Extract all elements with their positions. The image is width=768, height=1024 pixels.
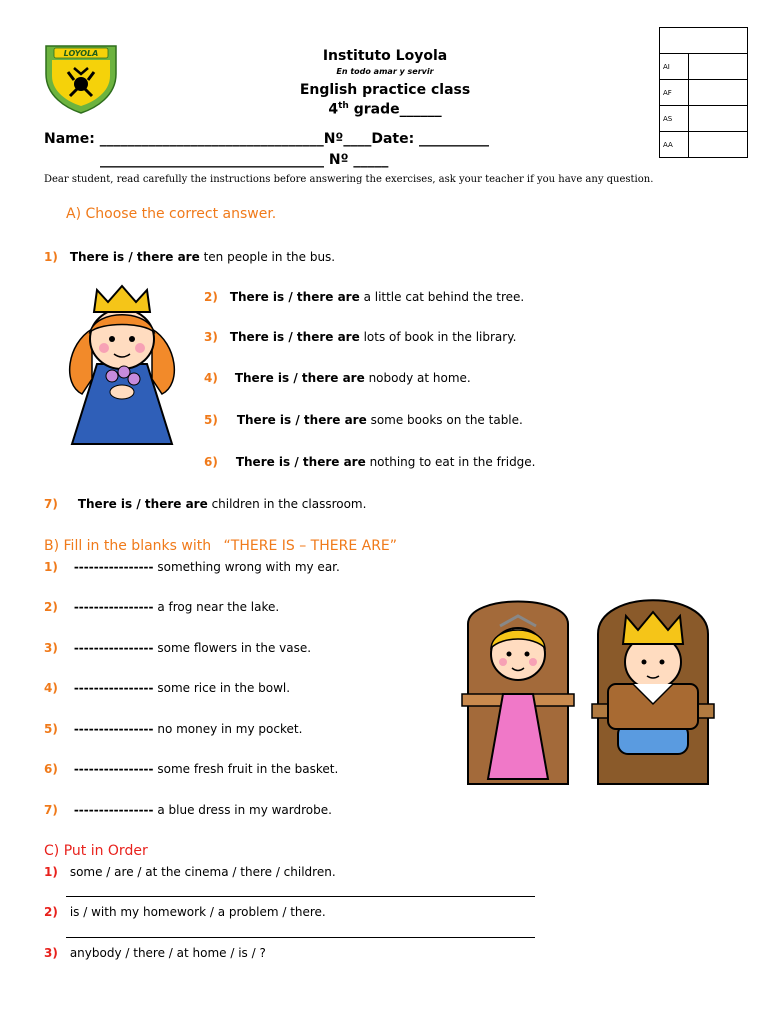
blank-field[interactable]: ---------------- [73,722,154,736]
item-text: something wrong with my ear. [157,560,340,574]
item-number: 3) [44,946,58,960]
section-a-item-5 [204,413,523,427]
item-number: 7) [44,497,58,511]
grade-line [250,101,520,118]
item-text: ten people in the bus. [203,250,336,264]
item-text: children in the classroom. [211,497,367,511]
blank-field[interactable]: ---------------- [73,600,154,614]
section-c-title: C) Put in Order [44,843,148,859]
grid-label-aa: AA [660,132,689,158]
choice-text[interactable]: There is / there are [234,371,365,385]
section-b-item-6 [44,762,338,776]
item-text: some flowers in the vase. [157,641,312,655]
section-b-item-2 [44,600,279,614]
grid-label-as: AS [660,106,689,132]
item-text: lots of book in the library. [363,330,517,344]
item-text: anybody / there / at home / is / ? [69,946,266,960]
section-b-item-5 [44,722,302,736]
section-b-item-4 [44,681,290,695]
item-text: a blue dress in my wardrobe. [157,803,332,817]
grid-cell[interactable] [689,80,748,106]
item-text: nobody at home. [368,371,471,385]
item-text: some fresh fruit in the basket. [157,762,339,776]
section-b-item-7 [44,803,332,817]
item-text: a little cat behind the tree. [363,290,525,304]
item-text: nothing to eat in the fridge. [369,455,536,469]
grade-suffix: th [338,101,349,111]
section-b-title-text: B) Fill in the blanks with [44,538,212,554]
section-a-title: A) Choose the correct answer. [66,206,277,222]
section-a-item-6 [204,455,536,469]
section-a-item-3 [204,330,516,344]
choice-text[interactable]: There is / there are [229,330,360,344]
item-number: 5) [44,722,58,736]
section-b-title [44,538,397,554]
blank-field[interactable]: ---------------- [73,762,154,776]
grid-cell[interactable] [689,106,748,132]
section-b-item-3 [44,641,311,655]
blank-field[interactable]: ---------------- [73,560,154,574]
item-number: 3) [204,330,218,344]
section-c-item-1 [44,865,336,879]
item-number: 4) [44,681,58,695]
grid-cell[interactable] [689,132,748,158]
section-a-item-7 [44,497,366,511]
item-text: a frog near the lake. [157,600,280,614]
name-date-row[interactable]: Name: ________________________________Nº____Date: __________ [44,131,490,147]
section-b-title-quote: “THERE IS – THERE ARE” [223,538,398,554]
item-text: some books on the table. [370,413,523,427]
item-text: no money in my pocket. [157,722,303,736]
item-number: 2) [44,905,58,919]
item-number: 1) [44,865,58,879]
name-row-2[interactable]: ________________________________ Nº _____ [100,152,389,168]
blank-field[interactable]: ---------------- [73,681,154,695]
section-c-item-2 [44,905,326,919]
king-queen-illustration [458,584,720,792]
grid-cell[interactable] [689,54,748,80]
item-number: 3) [44,641,58,655]
item-number: 7) [44,803,58,817]
answer-line-1[interactable] [66,896,535,897]
choice-text[interactable]: There is / there are [229,290,360,304]
class-title: English practice class [299,82,471,98]
item-text: some rice in the bowl. [157,681,291,695]
section-a-item-2 [204,290,524,304]
item-text: some / are / at the cinema / there / children. [69,865,336,879]
instructions: Dear student, read carefully the instructions before answering the exercises, ask your teacher if you have any question. [44,174,654,185]
item-number: 1) [44,560,58,574]
item-number: 1) [44,250,58,264]
choice-text[interactable]: There is / there are [69,250,200,264]
grid-label-ai: AI [660,54,689,80]
blank-field[interactable]: ---------------- [73,803,154,817]
blank-field[interactable]: ---------------- [73,641,154,655]
grading-grid [659,27,748,158]
section-b-item-1 [44,560,340,574]
item-number: 2) [44,600,58,614]
logo-text: LOYOLA [63,49,99,58]
item-number: 4) [204,371,218,385]
item-number: 5) [204,413,218,427]
choice-text[interactable]: There is / there are [77,497,208,511]
item-number: 6) [44,762,58,776]
princess-illustration [52,284,192,454]
section-a-item-4 [204,371,471,385]
grade-word: grade______ [353,101,442,118]
item-number: 2) [204,290,218,304]
grade-number: 4 [328,101,339,118]
school-logo [44,44,118,114]
answer-line-2[interactable] [66,937,535,938]
section-a-item-1 [44,250,335,264]
section-c-item-3 [44,946,266,960]
grid-header-cell [660,28,748,54]
item-number: 6) [204,455,218,469]
item-text: is / with my homework / a problem / there. [69,905,326,919]
school-name: Instituto Loyola [322,48,448,64]
school-motto: En todo amar y servir [336,67,434,76]
choice-text[interactable]: There is / there are [236,413,367,427]
choice-text[interactable]: There is / there are [235,455,366,469]
grid-label-af: AF [660,80,689,106]
